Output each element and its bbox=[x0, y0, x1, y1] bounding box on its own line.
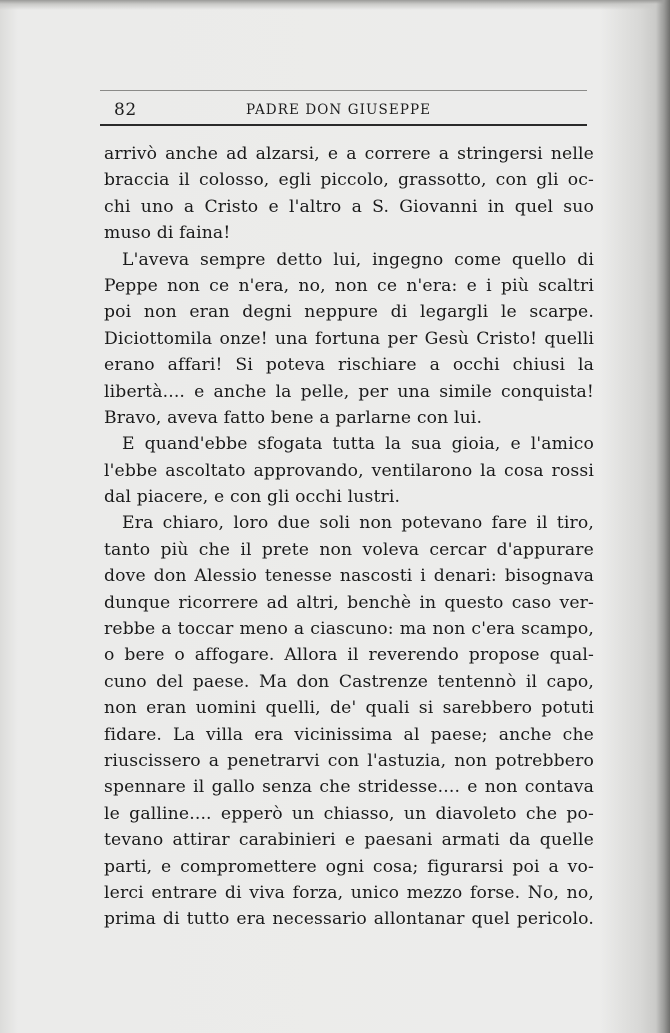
text-line: E quand'ebbe sfogata tutta la sua gioia, e l'amico bbox=[122, 434, 594, 455]
text-line: prima di tutto era necessario allontanar quel pericolo. bbox=[104, 909, 594, 930]
page-binding-shadow bbox=[656, 0, 670, 1033]
text-line: fidare. La villa era vicinissima al paese; anche che bbox=[104, 724, 594, 745]
text-line: dove don Alessio tenesse nascosti i denari: bisognava bbox=[104, 566, 594, 587]
text-line: Era chiaro, loro due soli non potevano fare il tiro, bbox=[122, 513, 594, 534]
text-line: erano affari! Si poteva rischiare a occhi chiusi la bbox=[104, 355, 594, 376]
body-text bbox=[104, 141, 594, 933]
header-rule bbox=[100, 124, 587, 126]
page-top-edge-shadow bbox=[0, 0, 670, 10]
text-line: dal piacere, e con gli occhi lustri. bbox=[104, 487, 401, 508]
text-line: tevano attirar carabinieri e paesani armati da quelle bbox=[104, 830, 594, 851]
text-line: chi uno a Cristo e l'altro a S. Giovanni in quel suo bbox=[104, 196, 594, 217]
text-line: rebbe a toccar meno a ciascuno: ma non c'era scampo, bbox=[104, 619, 594, 640]
text-line: lerci entrare di viva forza, unico mezzo forse. No, no, bbox=[104, 882, 594, 903]
page-number: 82 bbox=[114, 100, 137, 120]
page-header bbox=[100, 100, 590, 120]
text-line: parti, e compromettere ogni cosa; figurarsi poi a vo- bbox=[104, 856, 594, 877]
text-line: poi non eran degni neppure di legargli le scarpe. bbox=[104, 302, 594, 323]
running-title: PADRE DON GIUSEPPE bbox=[246, 102, 432, 118]
text-line: L'aveva sempre detto lui, ingegno come quello di bbox=[122, 249, 594, 270]
text-line: cuno del paese. Ma don Castrenze tentennò il capo, bbox=[104, 671, 594, 692]
text-line: dunque ricorrere ad altri, benchè in questo caso ver- bbox=[104, 592, 594, 613]
text-line: o bere o affogare. Allora il reverendo propose qual- bbox=[104, 645, 594, 666]
text-line: Peppe non ce n'era, no, non ce n'era: e i più scaltri bbox=[104, 275, 594, 296]
text-line: non eran uomini quelli, de' quali si sarebbero potuti bbox=[104, 698, 594, 719]
text-line: le galline.... epperò un chiasso, un diavoleto che po- bbox=[104, 803, 594, 824]
text-line: l'ebbe ascoltato approvando, ventilarono la cosa rossi bbox=[104, 460, 594, 481]
header-rule-top bbox=[100, 90, 587, 91]
text-line: riuscissero a penetrarvi con l'astuzia, non potrebbero bbox=[104, 750, 594, 771]
text-line: muso di faina! bbox=[104, 223, 231, 244]
text-line: libertà.... e anche la pelle, per una simile conquista! bbox=[104, 381, 594, 402]
text-line: spennare il gallo senza che stridesse.... e non contava bbox=[104, 777, 594, 798]
text-line: Bravo, aveva fatto bene a parlarne con lui. bbox=[104, 407, 483, 428]
text-line: braccia il colosso, egli piccolo, grassotto, con gli oc- bbox=[104, 170, 594, 191]
text-line: arrivò anche ad alzarsi, e a correre a stringersi nelle bbox=[104, 144, 594, 164]
text-line: tanto più che il prete non voleva cercar d'appurare bbox=[104, 539, 594, 560]
text-line: Diciottomila onze! una fortuna per Gesù Cristo! quelli bbox=[104, 328, 594, 349]
